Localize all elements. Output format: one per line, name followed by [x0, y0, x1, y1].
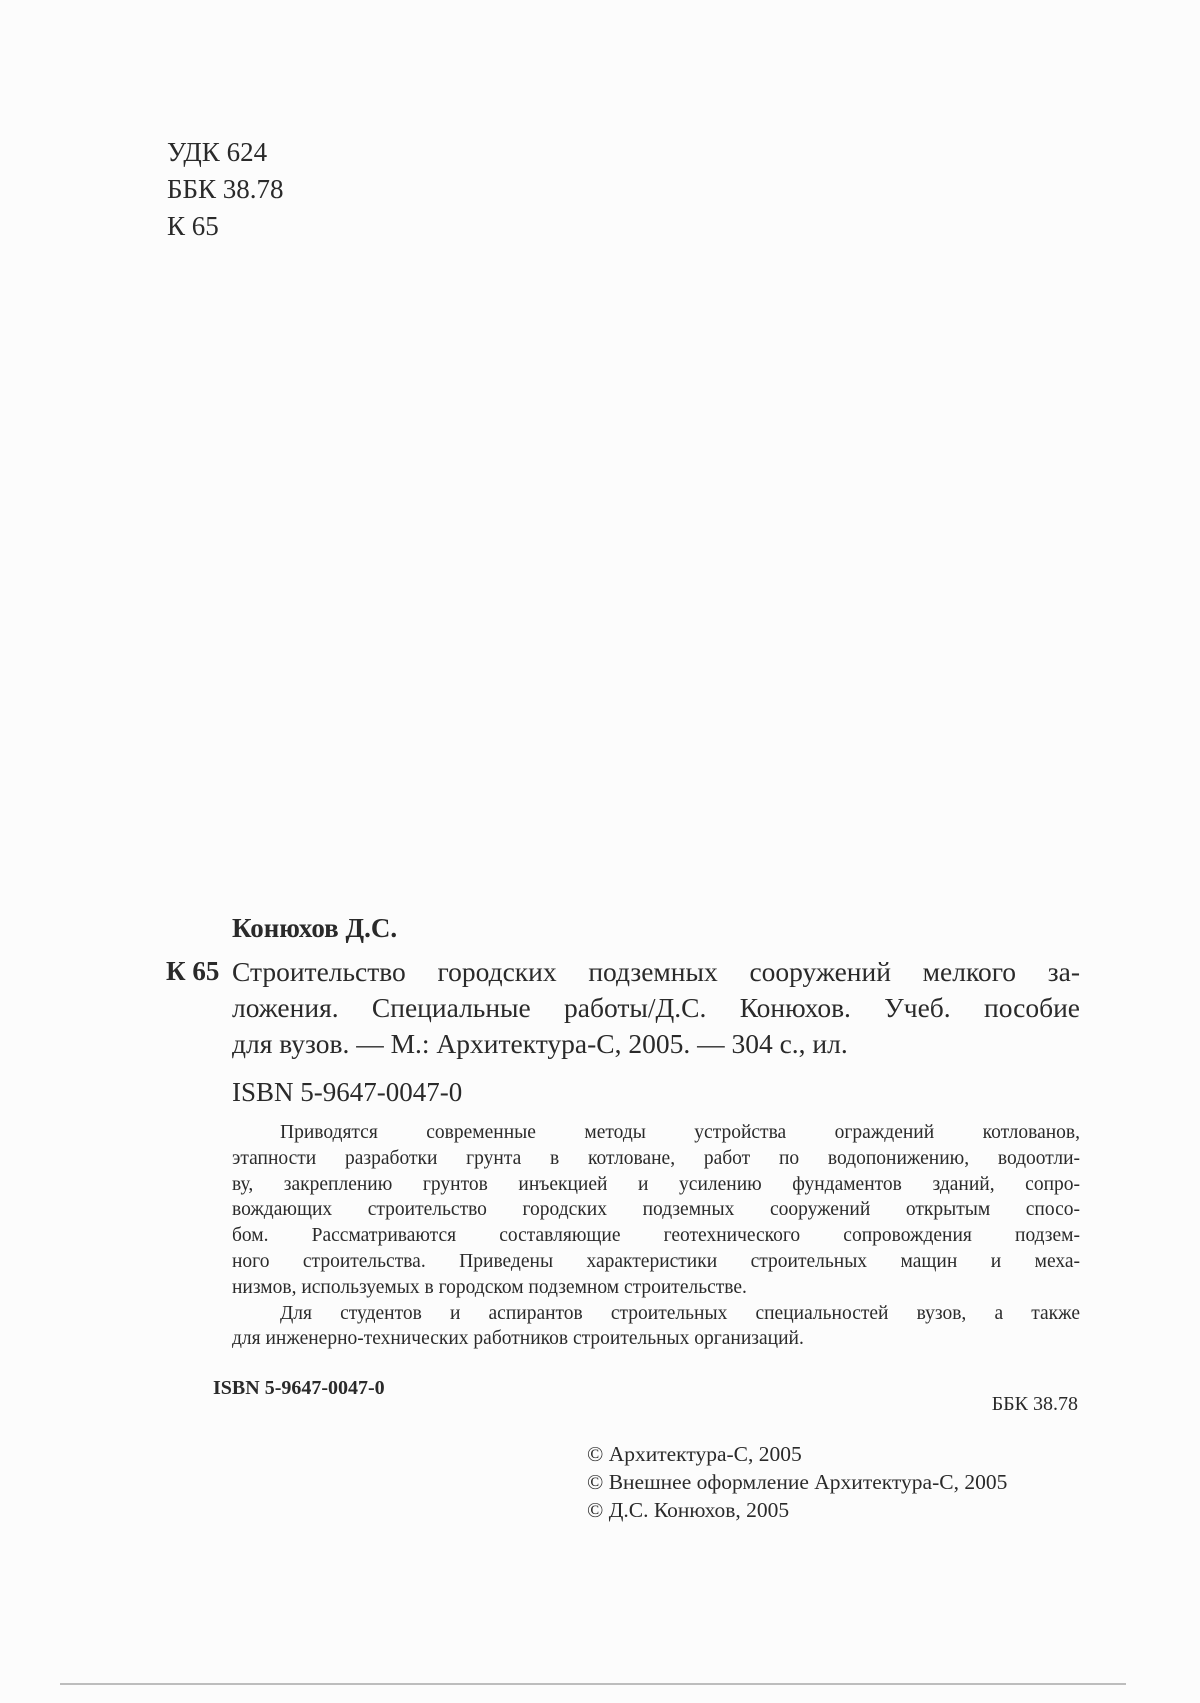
copyright-block: [587, 1440, 1007, 1524]
bbk-code: ББК 38.78: [167, 174, 284, 204]
bibliographic-description: [232, 954, 1080, 1062]
entry-author-mark: К 65: [166, 956, 220, 986]
abstract-line: вождающих строительство городских подземных сооружений открытым спосо-: [232, 1199, 1080, 1221]
entry-line: Строительство городских подземных сооружений мелкого за-: [232, 956, 1080, 987]
abstract-line: ву, закреплению грунтов инъекцией и усилению фундаментов зданий, сопро-: [232, 1173, 1080, 1195]
abstract: [232, 1120, 1080, 1352]
copyright-line: © Внешнее оформление Архитектура-С, 2005: [587, 1470, 1008, 1494]
entry-line: для вузов. — М.: Архитектура-С, 2005. — 304 с., ил.: [232, 1028, 848, 1059]
bottom-divider: [60, 1683, 1126, 1685]
author-name: Конюхов Д.С.: [232, 913, 398, 943]
abstract-line: ного строительства. Приведены характеристики строительных мащин и меха-: [232, 1250, 1080, 1272]
abstract-line: для инженерно-технических работников строительных организаций.: [232, 1328, 804, 1350]
abstract-line: низмов, используемых в городском подземном строительстве.: [232, 1276, 747, 1298]
isbn-footer: ISBN 5-9647-0047-0: [213, 1377, 385, 1399]
bbk-footer: ББК 38.78: [991, 1393, 1078, 1415]
entry-line: ложения. Специальные работы/Д.С. Конюхов. Учеб. пособие: [232, 992, 1080, 1023]
copyright-line: © Архитектура-С, 2005: [587, 1442, 802, 1466]
abstract-line: этапности разработки грунта в котловане, работ по водопонижению, водоотли-: [232, 1147, 1080, 1169]
udk-code: УДК 624: [167, 137, 268, 167]
abstract-line: Для студентов и аспирантов строительных специальностей вузов, а также: [280, 1302, 1080, 1324]
abstract-line: Приводятся современные методы устройства ограждений котлованов,: [280, 1122, 1080, 1143]
isbn: ISBN 5-9647-0047-0: [232, 1077, 463, 1107]
abstract-line: бом. Рассматриваются составляющие геотехнического сопровождения подзем-: [232, 1225, 1080, 1247]
classification-block: [167, 134, 284, 245]
copyright-line: © Д.С. Конюхов, 2005: [587, 1498, 790, 1522]
author-mark: К 65: [167, 211, 219, 241]
